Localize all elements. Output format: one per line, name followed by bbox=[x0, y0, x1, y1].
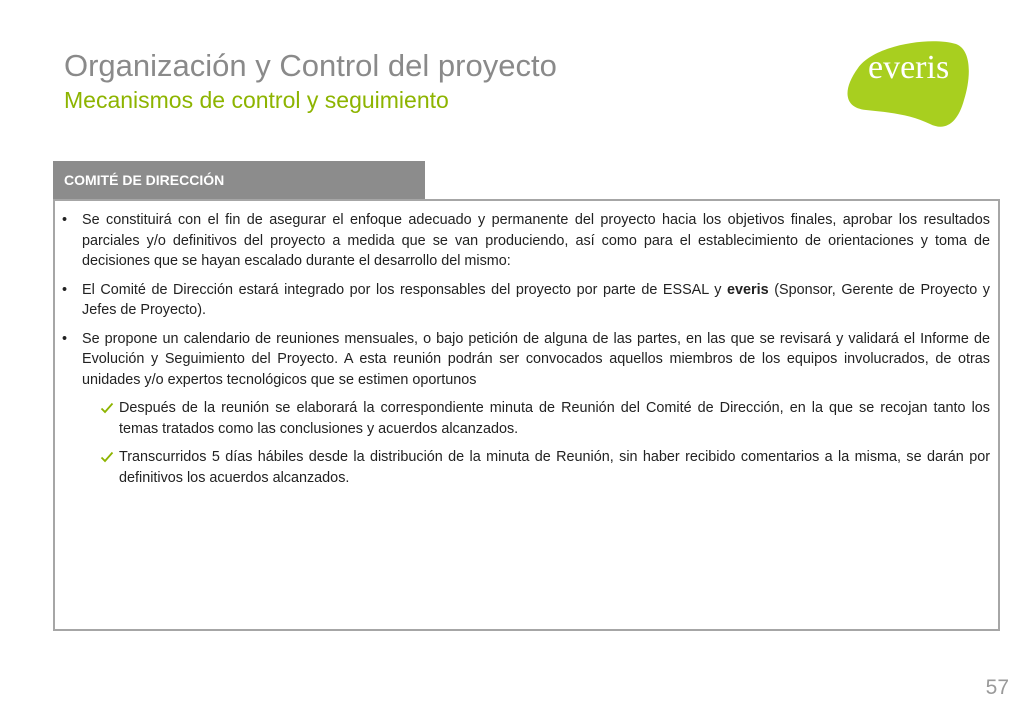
page-number: 57 bbox=[985, 676, 1009, 699]
list-item bbox=[62, 210, 990, 272]
sub-list-item bbox=[100, 447, 990, 488]
bullet-dot-icon: • bbox=[62, 281, 68, 298]
bullet-list bbox=[62, 210, 990, 496]
page-title: Organización y Control del proyecto bbox=[64, 48, 557, 83]
bullet-text: Se constituirá con el fin de asegurar el enfoque adecuado y permanente del proyecto hacia los objetivos finales, aprobar los resultados parciales y/o definitivos del proyecto a medida que se van produciendo, así como para el establecimiento de orientaciones y toma de decisiones que se hayan escalado durante el desarrollo del mismo: bbox=[82, 212, 990, 269]
bullet-text-bold: everis bbox=[727, 281, 769, 298]
checkmark-icon bbox=[100, 450, 114, 464]
bullet-dot-icon: • bbox=[62, 330, 68, 347]
bullet-text-pre: El Comité de Dirección estará integrado por los responsables del proyecto por parte de ESSAL y bbox=[82, 281, 728, 298]
section-label: COMITÉ DE DIRECCIÓN bbox=[64, 172, 225, 188]
bullet-text: Se propone un calendario de reuniones mensuales, o bajo petición de alguna de las partes, en las que se revisará y validará el Informe de Evolución y Seguimiento del Proyecto. A esta reunión podrán ser convocados aquellos miembros de los equipos involucrados, de otras unidades y/o expertos tecnológicos que se estimen oportunos bbox=[82, 330, 990, 388]
list-item bbox=[62, 280, 990, 321]
bullet-dot-icon: • bbox=[62, 212, 68, 228]
sub-bullet-text: Transcurridos 5 días hábiles desde la distribución de la minuta de Reunión, sin haber recibido comentarios a la misma, se darán por definitivos los acuerdos alcanzados. bbox=[119, 449, 990, 486]
bullet-text-post: (Sponsor, Gerente de Proyecto y Jefes de Proyecto). bbox=[82, 281, 990, 318]
sub-bullet-text: Después de la reunión se elaborará la correspondiente minuta de Reunión del Comité de Dirección, en la que se recojan tanto los temas tratados como las conclusiones y acuerdos alcanzados. bbox=[119, 400, 990, 437]
section-header bbox=[53, 161, 425, 199]
everis-logo bbox=[838, 38, 972, 130]
checkmark-icon bbox=[100, 401, 114, 415]
list-item bbox=[62, 329, 990, 391]
logo-text: everis bbox=[868, 49, 950, 86]
page-subtitle: Mecanismos de control y seguimiento bbox=[64, 87, 449, 113]
sub-list-item bbox=[100, 398, 990, 439]
